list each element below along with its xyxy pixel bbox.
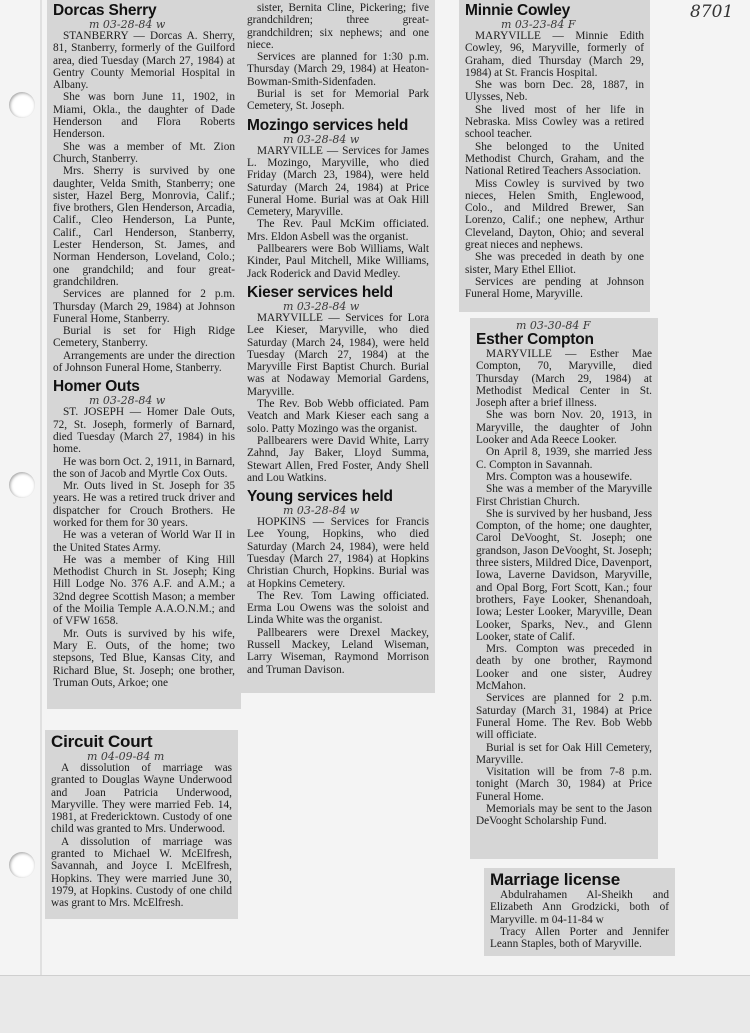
article-paragraph: Services are planned for 2 p.m. Thursday (March 29, 1984) at Johnson Funeral Home, Stanberry.	[53, 288, 235, 325]
article-paragraph: ST. JOSEPH — Homer Dale Outs, 72, St. Joseph, formerly of Barnard, died Tuesday (March 27, 1984) in his home.	[53, 406, 235, 456]
article-headline: Mozingo services held	[247, 116, 409, 134]
article	[247, 284, 429, 484]
handwritten-page-number: 8701	[690, 2, 734, 22]
article-paragraph: Mrs. Compton was preceded in death by one brother, Raymond Looker and one sister, Audrey McMahon.	[476, 643, 652, 693]
article-paragraph: The Rev. Paul McKim officiated. Mrs. Eldon Asbell was the organist.	[247, 218, 429, 243]
clipping-obituaries-sherry-outs	[47, 0, 241, 709]
article-headline: Esther Compton	[476, 331, 594, 348]
article-paragraph: Services are planned for 1:30 p.m. Thursday (March 29, 1984) at Heaton-Bowman-Smith-Sidenfaden.	[247, 51, 429, 88]
article-paragraph: On April 8, 1939, she married Jess C. Compton in Savannah.	[476, 446, 652, 471]
article-paragraph: Arrangements are under the direction of Johnson Funeral Home, Stanberry.	[53, 349, 235, 375]
article	[476, 320, 652, 828]
article-paragraph: MARYVILLE — Minnie Edith Cowley, 96, Maryville, formerly of Graham, died Thursday (March 29, 1984) at St. Francis Hospital.	[465, 30, 644, 79]
article-headline: Dorcas Sherry	[53, 2, 157, 19]
article-paragraph: She was born Dec. 28, 1887, in Ulysses, Neb.	[465, 79, 644, 104]
binder-hole	[9, 852, 35, 878]
article-paragraph: MARYVILLE — Esther Mae Compton, 70, Maryville, died Thursday (March 29, 1984) at Methodist Medical Center in St. Joseph after a brief illness.	[476, 348, 652, 410]
article-headline: Minnie Cowley	[465, 2, 571, 19]
clipping-services-held	[241, 0, 435, 693]
handwritten-date-note: m 03-28-84 w	[89, 394, 166, 408]
article-paragraph: Mrs. Sherry is survived by one daughter, Velda Smith, Stanberry; one sister, Hazel Berg, Monrovia, Calif.; five brothers, Glen Henderson, Arcadia, Calif., Cleo Henderson, La Punte, Calif., Carl Henderson, Stanberry, Lester Henderson, St. James, and Norman Henderson, Loveland, Colo.; one grandchild; and four great-grandchildren.	[53, 165, 235, 288]
handwritten-date-note: m 03-28-84 w	[283, 132, 360, 146]
article-paragraph: She lived most of her life in Nebraska. Miss Cowley was a retired school teacher.	[465, 103, 644, 141]
article	[53, 2, 235, 374]
article-paragraph: Memorials may be sent to the Jason DeVooght Scholarship Fund.	[476, 802, 652, 828]
article-paragraph: Mr. Outs is survived by his wife, Mary E. Outs, of the home; two stepsons, Ted Blue, Kansas City, and Richard Blue, St. Joseph; one brother, Truman Outs, Arkoe; one	[53, 627, 235, 689]
article-paragraph: A dissolution of marriage was granted to Michael W. McElfresh, Savannah, and Joyce I. McElfresh, Hopkins. They were married June 30, 1979, at Hopkins. Custody of one child was grant to Mrs. McElfresh.	[51, 835, 232, 910]
handwritten-date-note: m 03-30-84 F	[516, 319, 591, 332]
article-paragraph: He was born Oct. 2, 1911, in Barnard, the son of Jacob and Myrtle Cox Outs.	[53, 455, 235, 480]
article	[247, 117, 429, 280]
article-headline: Young services held	[247, 488, 393, 506]
article-paragraph: MARYVILLE — Services for Lora Lee Kieser, Maryville, who died Saturday (March 24, 1984), were held Tuesday (March 27, 1984) at the Maryville First Baptist Church. Burial was at Nodaway Memorial Gardens, Maryville.	[247, 311, 429, 398]
article-paragraph: Visitation will be from 7-8 p.m. tonight (March 30, 1984) at Price Funeral Home.	[476, 766, 652, 803]
article-paragraph: Pallbearers were David White, Larry Zahnd, Jay Baker, Lloyd Summa, Stewart Allen, Fred Foster, Andy Shell and Lou Watkins.	[247, 434, 429, 484]
article	[51, 732, 232, 910]
article-paragraph: Burial is set for High Ridge Cemetery, Stanberry.	[53, 325, 235, 350]
article-headline: Marriage license	[490, 870, 621, 889]
article-paragraph: Burial is set for Oak Hill Cemetery, Maryville.	[476, 741, 652, 766]
article-paragraph: She belonged to the United Methodist Church, Graham, and the National Retired Teachers Association.	[465, 140, 644, 178]
article-paragraph: He was a veteran of World War II in the United States Army.	[53, 529, 235, 554]
handwritten-date-note: m 03-28-84 w	[283, 299, 360, 313]
article-paragraph: MARYVILLE — Services for James L. Mozingo, Maryville, who died Friday (March 23, 1984), were held Saturday (March 24, 1984) at Price Funeral Home. Burial was at Oak Hill Cemetery, Maryville.	[247, 144, 429, 219]
article-paragraph: sister, Bernita Cline, Pickering; five grandchildren; three great-grandchildren; six nephews; and one niece.	[247, 2, 429, 51]
clipping-circuit-court	[45, 730, 238, 919]
binder-hole	[9, 92, 35, 118]
article-headline: Homer Outs	[53, 378, 140, 396]
article	[465, 2, 644, 301]
article	[490, 870, 669, 950]
handwritten-date-note: m 03-28-84 w	[283, 504, 360, 518]
article-paragraph: Miss Cowley is survived by two nieces, Helen Smith, Englewood, Colo., and Mildred Brewer, San Lorenzo, Calif.; one nephew, Arthur Cleveland, Dayton, Ohio; and several great nieces and nephews.	[465, 177, 644, 252]
handwritten-date-note: m 03-23-84 F	[501, 18, 576, 31]
article-paragraph: Mr. Outs lived in St. Joseph for 35 years. He was a retired truck driver and dispatcher for Crouch Brothers. He worked for them for 30 years.	[53, 480, 235, 529]
binder-hole	[9, 472, 35, 498]
handwritten-date-note: m 04-09-84 m	[87, 750, 165, 763]
article-paragraph: Services are planned for 2 p.m. Saturday (March 31, 1984) at Price Funeral Home. The Rev. Bob Webb will officiate.	[476, 692, 652, 742]
article-headline: Circuit Court	[51, 732, 153, 751]
article-paragraph: She was preceded in death by one sister, Mary Ethel Elliot.	[465, 251, 644, 276]
article-headline: Kieser services held	[247, 283, 393, 301]
article-paragraph: Burial is set for Memorial Park Cemetery, St. Joseph.	[247, 88, 429, 113]
article-paragraph: She is survived by her husband, Jess Compton, of the home; one daughter, Carol DeVooght, St. Joseph; one grandson, Jason DeVooght, St. Joseph; three sisters, Mildred Dice, Davenport, Iowa, Laverne Davidson, Maryville, and Opal Borg, Fort Scott, Kan.; four brothers, Faye Looker, Shenandoah, Iowa; Lester Looker, Maryville, Dean Looker, Sparks, Nev., and Glenn Looker, state of Calif.	[476, 507, 652, 643]
clipping-esther-compton	[470, 318, 658, 859]
article-paragraph: Services are pending at Johnson Funeral Home, Maryville.	[465, 275, 644, 301]
article-paragraph: HOPKINS — Services for Francis Lee Young, Hopkins, who died Saturday (March 24, 1984), were held Tuesday (March 27, 1984) at Hopkins Christian Church, Hopkins. Burial was at Hopkins Cemetery.	[247, 516, 429, 590]
article-paragraph: Abdulrahamen Al-Sheikh and Elizabeth Ann Grodzicki, both of Maryville. m 04-11-84 w	[490, 889, 669, 926]
article-paragraph: She was a member of the Maryville First Christian Church.	[476, 483, 652, 508]
article-paragraph: Pallbearers were Drexel Mackey, Russell Mackey, Leland Wiseman, Larry Wiseman, Raymond Morrison and Truman Davison.	[247, 626, 429, 676]
article-paragraph: He was a member of King Hill Methodist Church in St. Joseph; King Hill Lodge No. 376 A.F. and A.M.; a 32nd degree Scottish Mason; a member of the Moilia Temple A.A.O.N.M.; and of VFW 1658.	[53, 553, 235, 628]
article-paragraph: Pallbearers were Bob Williams, Walt Kinder, Paul Mitchell, Mike Williams, Jack Roderick and David Medley.	[247, 243, 429, 280]
article-paragraph: Mrs. Compton was a housewife.	[486, 470, 633, 483]
article-paragraph: The Rev. Bob Webb officiated. Pam Veatch and Mark Kieser each sang a solo. Patty Mozingo was the organist.	[247, 398, 429, 435]
article-paragraph: She was a member of Mt. Zion Church, Stanberry.	[53, 140, 235, 165]
article	[53, 378, 235, 689]
article-paragraph: A dissolution of marriage was granted to Douglas Wayne Underwood and Joan Patricia Underwood, Maryville. They were married Feb. 14, 1981, at Fredericktown. Custody of one child was granted to Mrs. Underwood.	[51, 762, 232, 836]
handwritten-date-note: m 03-28-84 w	[89, 18, 166, 31]
clipping-minnie-cowley	[459, 0, 650, 312]
article	[247, 488, 429, 676]
article-paragraph: Tracy Allen Porter and Jennifer Leann Staples, both of Maryville.	[490, 925, 669, 951]
article	[247, 2, 429, 113]
article-paragraph: The Rev. Tom Lawing officiated. Erma Lou Owens was the soloist and Linda White was the organist.	[247, 589, 429, 627]
clipping-marriage-license	[484, 868, 675, 956]
article-paragraph: STANBERRY — Dorcas A. Sherry, 81, Stanberry, formerly of the Guilford area, died Tuesday (March 27, 1984) at Gentry County Memorial Hospital in Albany.	[53, 30, 235, 92]
article-paragraph: She was born June 11, 1902, in Miami, Okla., the daughter of Dade Henderson and Flora Roberts Henderson.	[53, 91, 235, 141]
article-paragraph: She was born Nov. 20, 1913, in Maryville, the daughter of John Looker and Ada Reece Looker.	[476, 409, 652, 447]
